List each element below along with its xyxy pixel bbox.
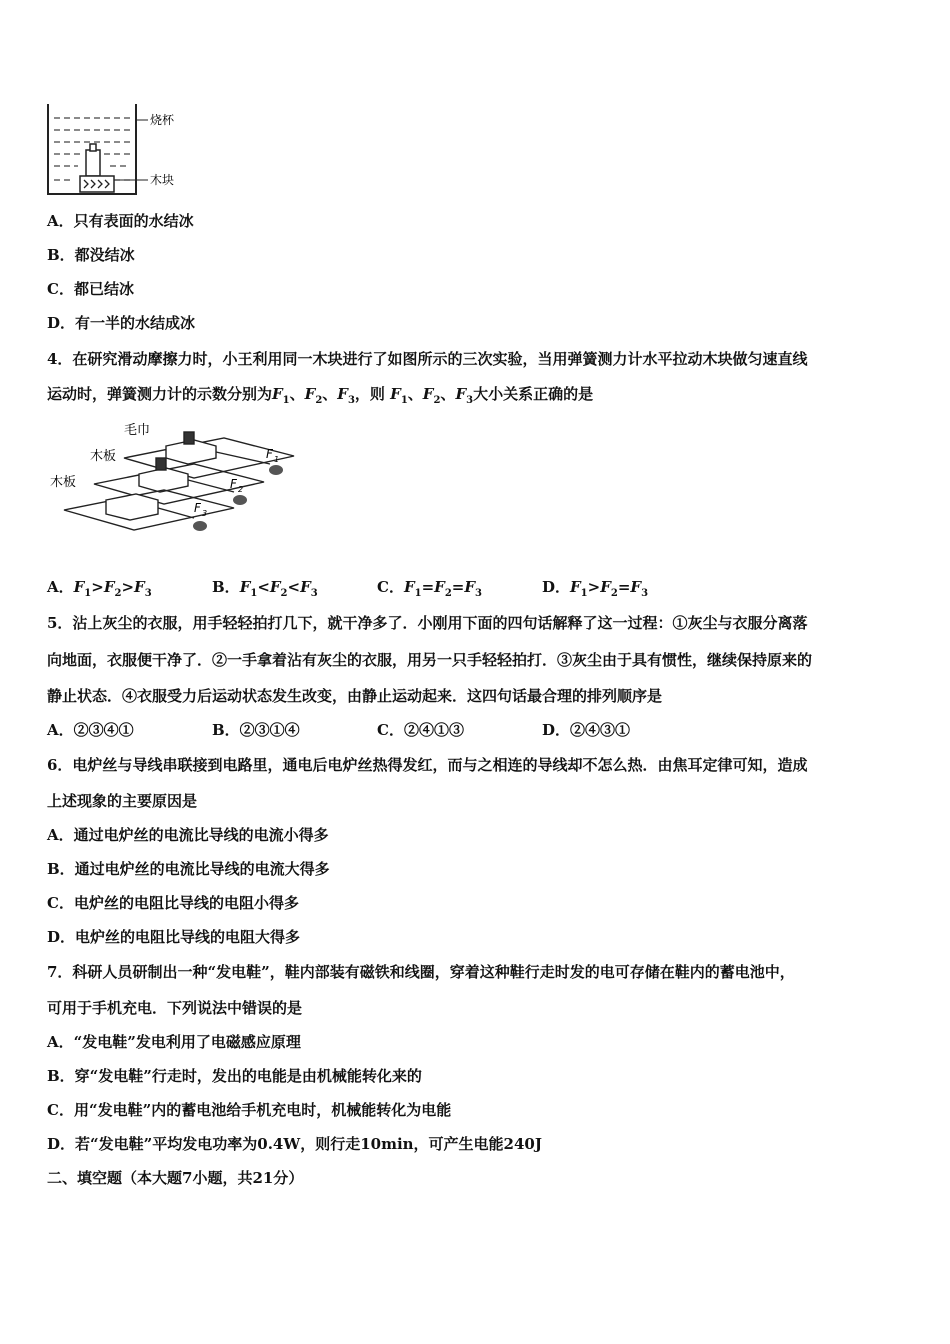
q5-option-d: D．②④③① <box>542 721 631 739</box>
q5-option-b: B．②③①④ <box>212 721 300 739</box>
svg-text:F: F <box>230 477 237 491</box>
q6-option-d: D．电炉丝的电阻比导线的电阻大得多 <box>47 928 301 946</box>
friction-figure <box>44 418 304 548</box>
q5-line2: 向地面，衣服便干净了．②一手拿着沾有灰尘的衣服，用另一只手轻轻拍打．③灰尘由于具有惯性，继续保持原来的 <box>47 651 813 669</box>
q7-option-c: C．用“发电鞋”内的蓄电池给手机充电时，机械能转化为电能 <box>47 1101 452 1119</box>
board-label-2: 木板 <box>50 475 77 490</box>
q3-option-c: C．都已结冰 <box>47 280 134 298</box>
q5-option-c: C．②④①③ <box>377 721 464 739</box>
q4-line2-suffix: 大小关系正确的是 <box>473 385 594 403</box>
svg-text:2: 2 <box>238 485 244 494</box>
q4-option-c: C．$F_1=F_2=F_3$ <box>377 578 482 599</box>
svg-text:F: F <box>194 501 201 515</box>
q7-option-d: D．若“发电鞋”平均发电功率为0.4W，则行走10min，可产生电能240J <box>47 1135 542 1153</box>
beaker-figure <box>44 100 194 200</box>
q4-line2-prefix: 运动时，弹簧测力计的示数分别为 <box>47 385 273 403</box>
q6-line1: 6．电炉丝与导线串联接到电路里，通电后电炉丝热得发红，而与之相连的导线却不怎么热．由焦耳定律可知，造成 <box>47 756 808 774</box>
q4-line2: 运动时，弹簧测力计的示数分别为$F_1$、$F_2$、$F_3$，则 $F_1$、$F_2$、$F_3$大小关系正确的是 <box>47 385 594 406</box>
towel-label: 毛巾 <box>124 423 151 438</box>
q7-option-a: A．“发电鞋”发电利用了电磁感应原理 <box>47 1033 301 1051</box>
q4-option-b: B．$F_1<F_2<F_3$ <box>212 578 318 599</box>
board-label-1: 木板 <box>90 449 117 464</box>
q3-option-a: A．只有表面的水结冰 <box>47 212 194 230</box>
beaker-label: 烧杯 <box>150 113 175 127</box>
q7-line1: 7．科研人员研制出一种“发电鞋”，鞋内部装有磁铁和线圈，穿着这种鞋行走时发的电可存储在鞋内的蓄电池中， <box>47 963 795 981</box>
q3-option-b: B．都没结冰 <box>47 246 135 264</box>
q4-option-d: D．$F_1>F_2=F_3$ <box>542 578 649 599</box>
q5-option-a: A．②③④① <box>47 721 134 739</box>
q5-line3: 静止状态．④衣服受力后运动状态发生改变，由静止运动起来．这四句话最合理的排列顺序是 <box>47 687 663 705</box>
q6-line2: 上述现象的主要原因是 <box>47 792 198 810</box>
q7-line2: 可用于手机充电．下列说法中错误的是 <box>47 999 303 1017</box>
block-label: 木块 <box>150 173 175 187</box>
svg-text:1: 1 <box>274 455 280 464</box>
q3-option-d: D．有一半的水结成冰 <box>47 314 196 332</box>
q5-line1: 5．沾上灰尘的衣服，用手轻轻拍打几下，就干净多了．小刚用下面的四句话解释了这一过程：①灰尘与衣服分离落 <box>47 614 808 632</box>
q6-option-c: C．电炉丝的电阻比导线的电阻小得多 <box>47 894 299 912</box>
q6-option-a: A．通过电炉丝的电流比导线的电流小得多 <box>47 826 329 844</box>
q6-option-b: B．通过电炉丝的电流比导线的电流大得多 <box>47 860 330 878</box>
svg-text:F: F <box>266 447 273 461</box>
q7-option-b: B．穿“发电鞋”行走时，发出的电能是由机械能转化来的 <box>47 1067 422 1085</box>
section-2-title: 二、填空题（本大题7小题，共21分） <box>47 1169 304 1187</box>
svg-text:3: 3 <box>202 509 208 518</box>
q4-option-a: A．$F_1>F_2>F_3$ <box>47 578 152 599</box>
q4-line1: 4．在研究滑动摩擦力时，小王利用同一木块进行了如图所示的三次实验，当用弹簧测力计水平拉动木块做匀速直线 <box>47 350 808 368</box>
